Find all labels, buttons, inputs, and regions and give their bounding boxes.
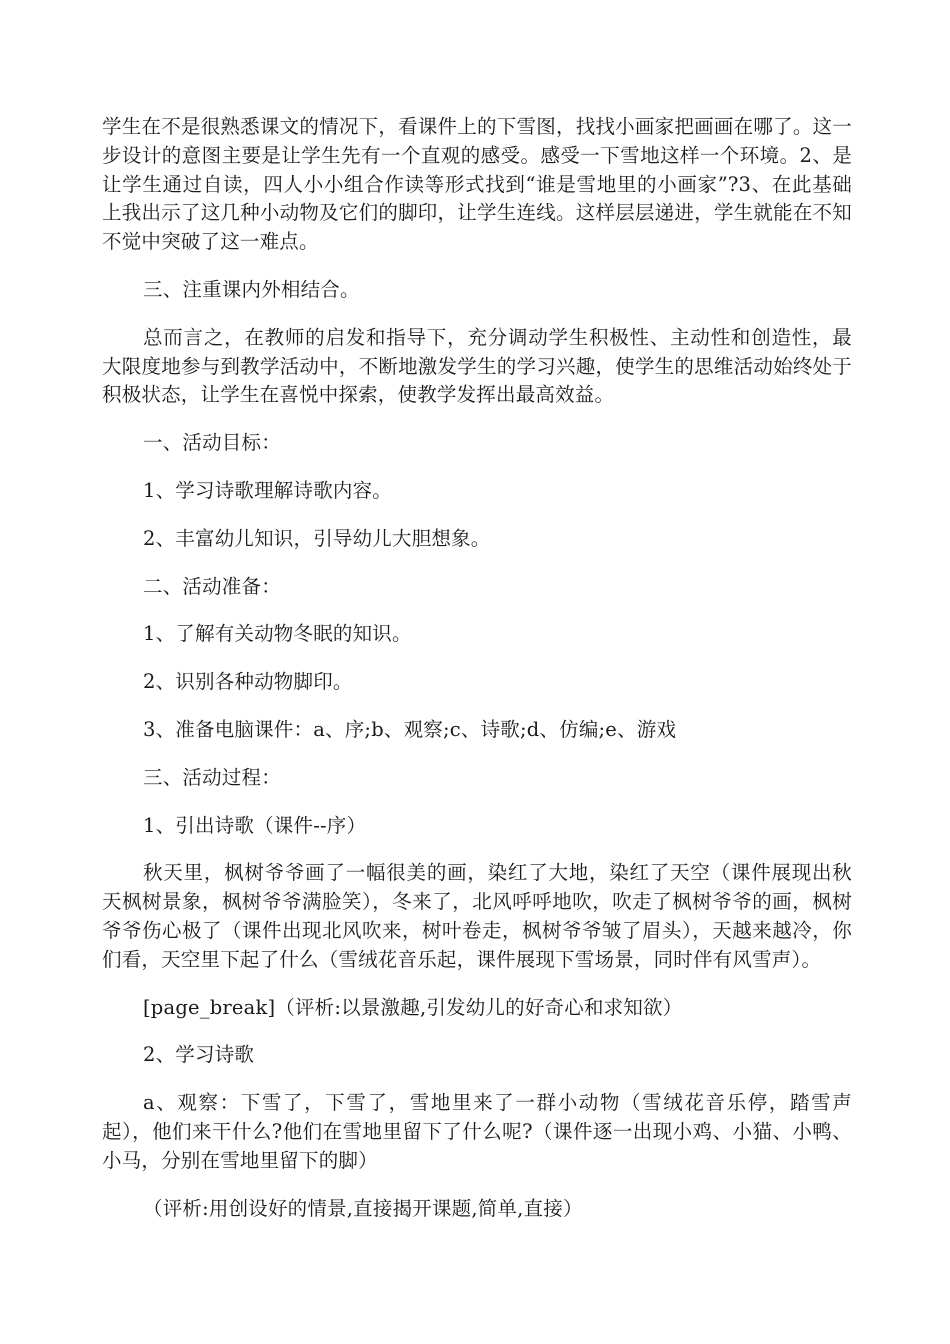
preparation-item-2: 2、识别各种动物脚印。: [143, 670, 353, 694]
heading-activity-goals: 一、活动目标：: [143, 431, 281, 455]
heading-course-combination: 三、注重课内外相结合。: [143, 277, 360, 301]
paragraph-summary: 总而言之，在教师的启发和指导下，充分调动学生积极性、主动性和创造性，最大限度地参与到教学活动中，不断地激发学生的学习兴趣，使学生的思维活动始终处于积极状态，让学生在喜悦中探索，使教学发挥出最高效益。: [102, 325, 852, 407]
heading-activity-process: 三、活动过程：: [143, 765, 281, 789]
heading-activity-preparation: 二、活动准备：: [143, 574, 281, 598]
paragraph-comment-2: （评析:用创设好的情景,直接揭开课题,简单,直接）: [143, 1196, 583, 1220]
preparation-item-1: 1、了解有关动物冬眠的知识。: [143, 622, 412, 646]
process-step-2: 2、学习诗歌: [143, 1043, 255, 1067]
paragraph-observe: a、观察：下雪了，下雪了，雪地里来了一群小动物（雪绒花音乐停，踏雪声起），他们来干什么?他们在雪地里留下了什么呢?（课件逐一出现小鸡、小猫、小鸭、小马，分别在雪地里留下的脚）: [102, 1091, 852, 1172]
goal-item-2: 2、丰富幼儿知识，引导幼儿大胆想象。: [143, 526, 491, 550]
paragraph-intro: 学生在不是很熟悉课文的情况下，看课件上的下雪图，找找小画家把画画在哪了。这一步设计的意图主要是让学生先有一个直观的感受。感受一下雪地这样一个环境。2、是让学生通过自读，四人小小组合作读等形式找到“谁是雪地里的小画家”?3、在此基础上我出示了这几种小动物及它们的脚印，让学生连线。这样层层递进，学生就能在不知不觉中突破了这一难点。: [102, 115, 852, 254]
preparation-item-3: 3、准备电脑课件：a、序;b、观察;c、诗歌;d、仿编;e、游戏: [143, 717, 677, 741]
paragraph-comment-1: [page_break]（评析:以景激趣,引发幼儿的好奇心和求知欲）: [143, 995, 683, 1019]
goal-item-1: 1、学习诗歌理解诗歌内容。: [143, 478, 393, 502]
document-page: [102, 113, 852, 1242]
paragraph-story: 秋天里，枫树爷爷画了一幅很美的画，染红了大地，染红了天空（课件展现出秋天枫树景象，枫树爷爷满脸笑），冬来了，北风呼呼地吹，吹走了枫树爷爷的画，枫树爷爷伤心极了（课件出现北风吹来，树叶卷走，枫树爷爷皱了眉头），天越来越冷，你们看，天空里下起了什么（雪绒花音乐起，课件展现下雪场景，同时伴有风雪声）。: [102, 861, 852, 971]
process-step-1: 1、引出诗歌（课件--序）: [143, 813, 367, 837]
